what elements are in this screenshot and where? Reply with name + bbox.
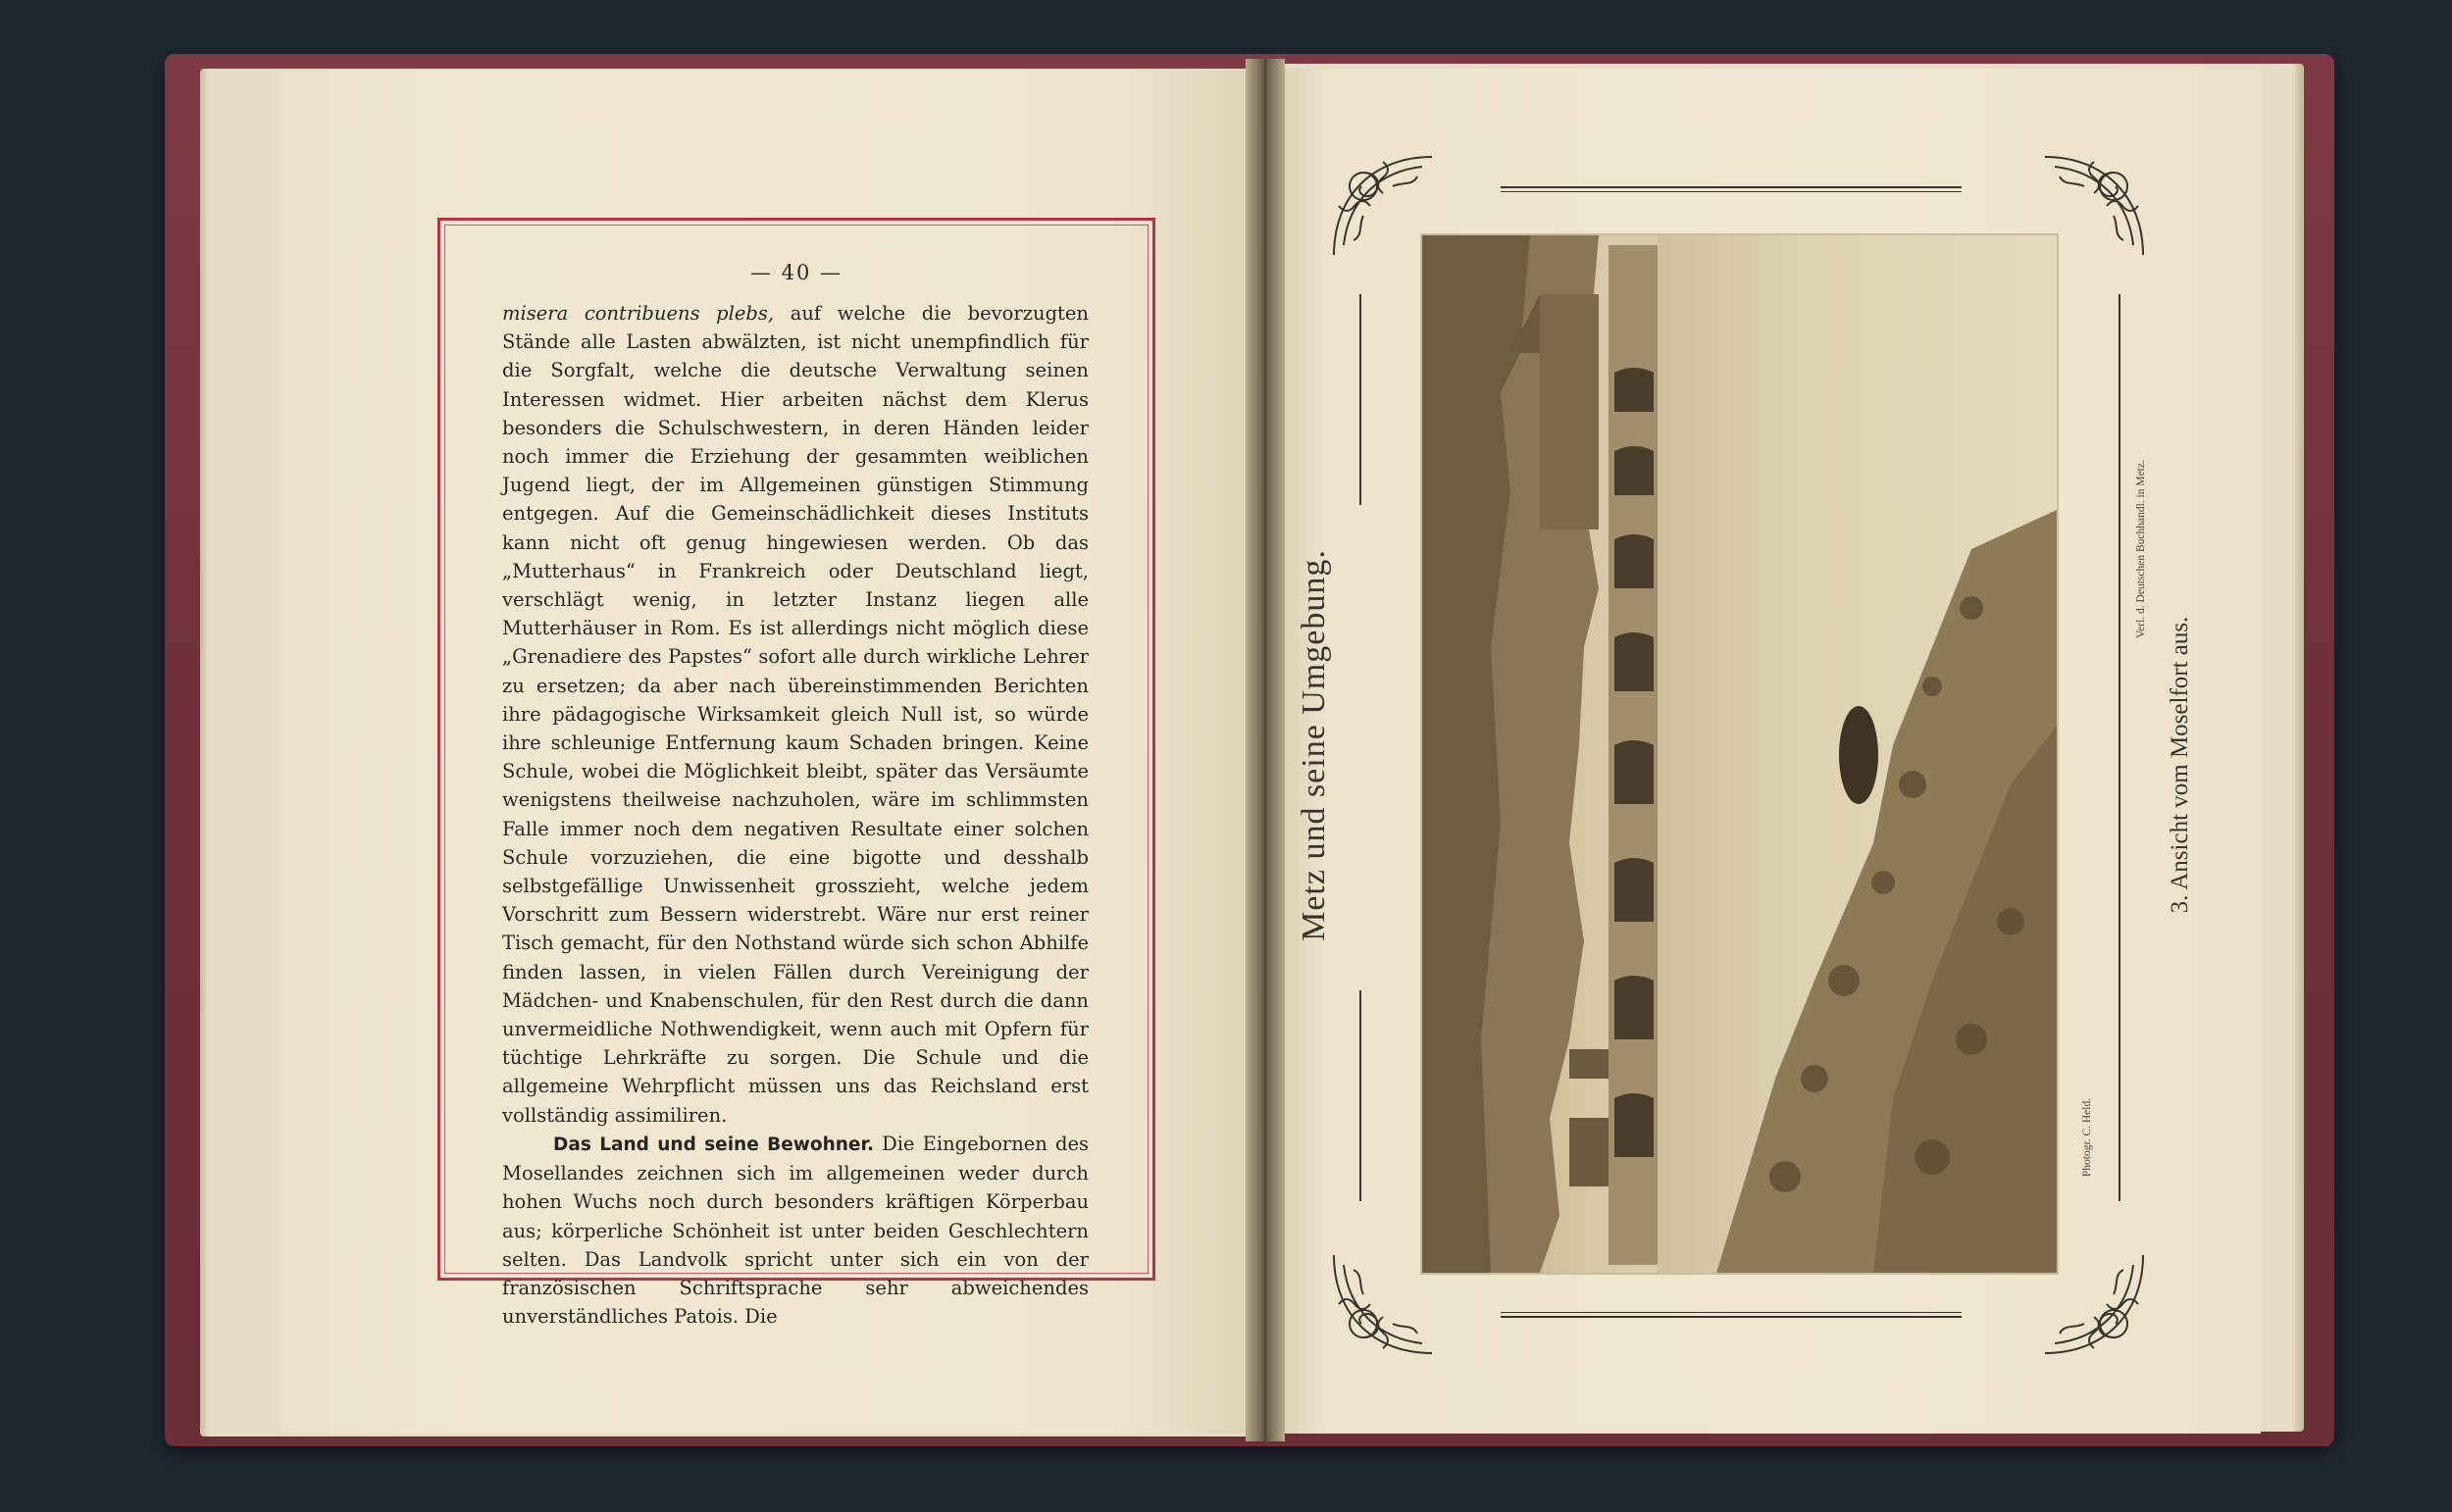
city-river-photo-icon	[1422, 235, 2057, 1273]
sepia-photograph	[1420, 233, 2059, 1275]
right-rule	[2119, 294, 2120, 1201]
left-rule-bottom	[1359, 990, 1361, 1201]
top-rule-thin	[1501, 191, 1962, 192]
paragraph-1-text: auf welche die bevorzugten Stände alle Lasten abwälzten, ist nicht unempfindlich für die Sorgfalt, welche die deutsche Verwaltung seinen Interessen widmet. Hier arbeiten nächst dem Klerus besonders die Schulschwestern, in deren Händen leider noch immer die Erziehung der gesammten weiblichen Jugend liegt, der im Allgemeinen günstigen Stimmung entgegen. Auf die Gemeinschädlichkeit dieses Instituts kann nicht oft genug hingewiesen werden. Ob das „Mutterhaus“ in Frankreich oder Deutschland liegt, verschlägt wenig, in letzter Instanz liegen alle Mutterhäuser in Rom. Es ist allerdings nicht möglich diese „Grenadiere des Papstes“ sofort alle durch wirkliche Lehrer zu ersetzen; da aber nach übereinstimmenden Berichten ihre pädagogische Wirksamkeit gleich Null ist, so würde ihre schleunige Entfernung kaum Schaden bringen. Keine Schule, wobei die Möglichkeit bleibt, später das Versäumte wenigstens theilweise nachzuholen, wäre im schlimmsten Falle immer noch dem negativen Resultate einer solchen Schule vorzuziehen, die eine bigotte und desshalb selbstgefällige Unwissenheit grosszieht, welche jedem Vorschritt zum Bessern widerstrebt. Wäre nur erst reiner Tisch gemacht, für den Nothstand würde sich schon Abhilfe finden lassen, in vielen Fällen durch Vereinigung der Mädchen- und Knabenschulen, für den Rest durch die dann unvermeidliche Nothwendigkeit, wenn auch mit Opfern für tüchtige Lehrkräfte zu sorgen. Die Schule und die allgemeine Wehrpflicht müssen uns das Reichsland erst vollständig assimiliren.	[502, 302, 1089, 1127]
paragraph-2-text: Die Eingebornen des Mosellandes zeichnen sich im allgemeinen weder durch hohen Wuchs noch durch besonders kräftigen Körperbau aus; körperliche Schönheit ist unter beiden Geschlechtern selten. Das Landvolk spricht unter sich ein von der französischen Schriftsprache sehr abweichendes unverständliches Patois. Die	[502, 1132, 1089, 1329]
plate-caption: 3. Ansicht vom Moselfort aus.	[2167, 616, 2193, 914]
bottom-rule	[1501, 1316, 1962, 1318]
text-body	[502, 299, 1089, 1331]
book-gutter	[1246, 59, 1285, 1441]
top-rule	[1501, 186, 1962, 188]
paragraph-1	[502, 299, 1089, 1130]
page-number: — 40 —	[749, 261, 843, 284]
photographer-credit: Photogr. C. Held.	[2081, 1097, 2093, 1178]
left-rule-top	[1359, 294, 1361, 505]
bottom-rule-thin	[1501, 1312, 1962, 1313]
paragraph-2	[502, 1130, 1089, 1331]
plate-title: Metz und seine Umgebung.	[1296, 549, 1332, 941]
italic-lead: misera contribuens plebs,	[502, 302, 775, 325]
publisher-credit: Verl. d. Deutschen Buchhandl. in Metz.	[2135, 460, 2147, 638]
section-heading: Das Land und seine Bewohner.	[553, 1134, 874, 1155]
